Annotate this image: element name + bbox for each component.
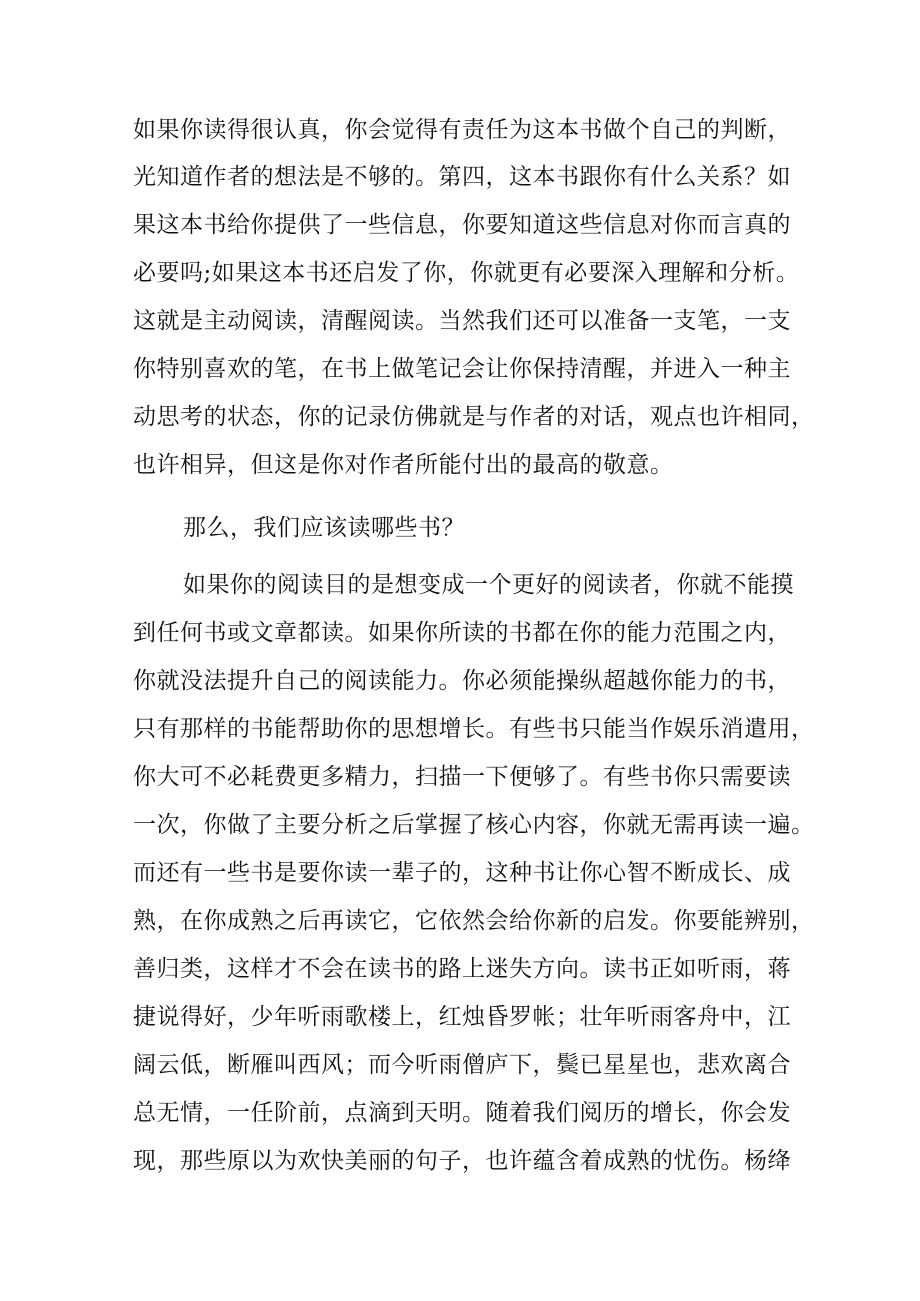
- text-line: 你特别喜欢的笔，在书上做笔记会让你保持清醒，并进入一种主: [133, 356, 791, 382]
- text-line: 也许相异，但这是你对作者所能付出的最高的敬意。: [133, 452, 674, 478]
- text-line: 这就是主动阅读，清醒阅读。当然我们还可以准备一支笔，一支: [133, 308, 791, 334]
- text-line: 如果你读得很认真，你会觉得有责任为这本书做个自己的判断，: [133, 117, 791, 143]
- text-line: 熟，在你成熟之后再读它，它依然会给你新的启发。你要能辨别，: [133, 908, 815, 934]
- text-line: 果这本书给你提供了一些信息，你要知道这些信息对你而言真的: [133, 212, 791, 238]
- text-line: 动思考的状态，你的记录仿佛就是与作者的对话，观点也许相同，: [133, 404, 815, 430]
- text-line: 善归类，这样才不会在读书的路上迷失方向。读书正如听雨，蒋: [133, 956, 791, 982]
- text-line: 光知道作者的想法是不够的。第四，这本书跟你有什么关系？如: [133, 164, 791, 190]
- text-line: 你就没法提升自己的阅读能力。你必须能操纵超越你能力的书，: [133, 668, 791, 694]
- text-line: 如果你的阅读目的是想变成一个更好的阅读者，你就不能摸: [183, 572, 794, 598]
- text-line: 阔云低，断雁叫西风；而今听雨僧庐下，鬓已星星也，悲欢离合: [133, 1052, 791, 1078]
- text-line: 一次，你做了主要分析之后掌握了核心内容，你就无需再读一遍。: [133, 812, 815, 838]
- text-line: 你大可不必耗费更多精力，扫描一下便够了。有些书你只需要读: [133, 764, 791, 790]
- text-line: 必要吗;如果这本书还启发了你，你就更有必要深入理解和分析。: [133, 260, 800, 286]
- text-line: 而还有一些书是要你读一辈子的，这种书让你心智不断成长、成: [133, 860, 791, 886]
- text-line: 到任何书或文章都读。如果你所读的书都在你的能力范围之内，: [133, 620, 791, 646]
- text-line: 现，那些原以为欢快美丽的句子，也许蕴含着成熟的忧伤。杨绛: [133, 1148, 791, 1174]
- text-line: 总无情，一任阶前，点滴到天明。随着我们阅历的增长，你会发: [133, 1100, 791, 1126]
- text-line: 只有那样的书能帮助你的思想增长。有些书只能当作娱乐消遣用，: [133, 716, 815, 742]
- text-line: 捷说得好，少年听雨歌楼上，红烛昏罗帐；壮年听雨客舟中，江: [133, 1004, 791, 1030]
- section-question: 那么，我们应该读哪些书？: [183, 515, 465, 541]
